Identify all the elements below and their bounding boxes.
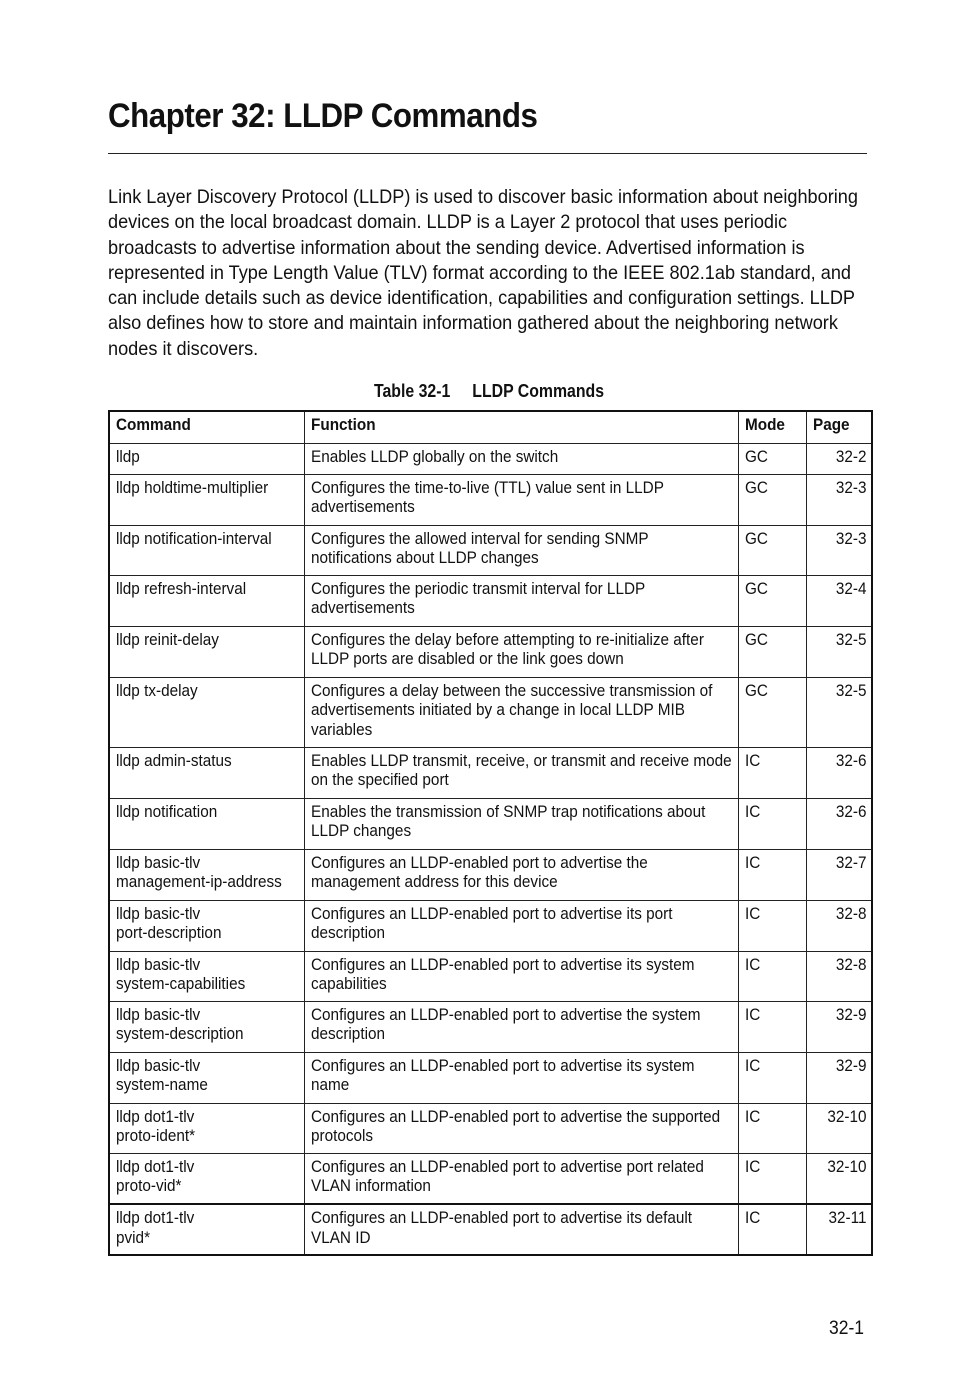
command-cell: lldp refresh-interval (109, 575, 304, 626)
header-function: Function (304, 411, 738, 443)
mode-cell: GC (738, 443, 806, 474)
function-cell: Configures an LLDP-enabled port to advertise its default VLAN ID (304, 1204, 738, 1255)
table-row (109, 951, 872, 1001)
function-cell: Configures an LLDP-enabled port to advertise port related VLAN information (304, 1153, 738, 1204)
page-cell: 32-8 (806, 951, 872, 1001)
table-row (109, 575, 872, 626)
title-divider (108, 153, 867, 154)
page-cell: 32-4 (806, 575, 872, 626)
command-cell: lldp basic-tlv system-name (109, 1052, 304, 1103)
function-cell: Configures an LLDP-enabled port to advertise the system description (304, 1001, 738, 1052)
command-cell: lldp notification-interval (109, 525, 304, 575)
page-cell: 32-3 (806, 525, 872, 575)
function-cell: Configures the allowed interval for sending SNMP notifications about LLDP changes (304, 525, 738, 575)
page-cell: 32-8 (806, 900, 872, 951)
page-cell: 32-7 (806, 849, 872, 900)
command-cell: lldp basic-tlv management-ip-address (109, 849, 304, 900)
function-cell: Enables LLDP globally on the switch (304, 443, 738, 474)
function-cell: Configures an LLDP-enabled port to advertise its system name (304, 1052, 738, 1103)
function-cell: Configures the delay before attempting to re-initialize after LLDP ports are disabled or the link goes down (304, 626, 738, 677)
page-cell: 32-9 (806, 1052, 872, 1103)
table-caption: Table 32-1 LLDP Commands (373, 381, 605, 401)
command-cell: lldp tx-delay (109, 677, 304, 747)
function-cell: Configures an LLDP-enabled port to advertise its port description (304, 900, 738, 951)
page-cell: 32-9 (806, 1001, 872, 1052)
mode-cell: GC (738, 525, 806, 575)
function-cell: Configures the periodic transmit interval for LLDP advertisements (304, 575, 738, 626)
mode-cell: IC (738, 951, 806, 1001)
function-cell: Configures a delay between the successive transmission of advertisements initiated by a change in local LLDP MIB variables (304, 677, 738, 747)
mode-cell: GC (738, 575, 806, 626)
page-cell: 32-11 (806, 1204, 872, 1255)
mode-cell: GC (738, 474, 806, 525)
page-cell: 32-6 (806, 798, 872, 849)
page-cell: 32-2 (806, 443, 872, 474)
page-number: 32-1 (829, 1318, 864, 1339)
mode-cell: IC (738, 1001, 806, 1052)
lldp-commands-table (108, 410, 873, 1256)
table-row (109, 626, 872, 677)
table-row (109, 1153, 872, 1204)
table-body (109, 443, 872, 1255)
function-cell: Enables the transmission of SNMP trap notifications about LLDP changes (304, 798, 738, 849)
page-cell: 32-6 (806, 747, 872, 798)
command-cell: lldp basic-tlv system-capabilities (109, 951, 304, 1001)
command-cell: lldp dot1-tlv pvid* (109, 1204, 304, 1255)
intro-paragraph: Link Layer Discovery Protocol (LLDP) is used to discover basic information about neighboring devices on the local broadcast domain. LLDP is a Layer 2 protocol that uses periodic broadcasts to advertise information about the sending device. Advertised information is represented in Type Length Value (TLV) format according to the IEEE 802.1ab standard, and can include details such as device identification, capabilities and configuration settings. LLDP also defines how to store and maintain information gathered about the neighboring network nodes it discovers. (108, 186, 858, 360)
table-row (109, 1001, 872, 1052)
command-cell: lldp holdtime-multiplier (109, 474, 304, 525)
table-header-row (109, 411, 872, 443)
command-cell: lldp notification (109, 798, 304, 849)
page-cell: 32-3 (806, 474, 872, 525)
mode-cell: IC (738, 1204, 806, 1255)
table-row (109, 747, 872, 798)
header-command: Command (109, 411, 304, 443)
command-cell: lldp reinit-delay (109, 626, 304, 677)
page-cell: 32-5 (806, 677, 872, 747)
command-cell: lldp basic-tlv system-description (109, 1001, 304, 1052)
command-cell: lldp admin-status (109, 747, 304, 798)
mode-cell: GC (738, 626, 806, 677)
table-row (109, 1052, 872, 1103)
function-cell: Enables LLDP transmit, receive, or transmit and receive mode on the specified port (304, 747, 738, 798)
header-mode: Mode (738, 411, 806, 443)
mode-cell: IC (738, 1052, 806, 1103)
mode-cell: GC (738, 677, 806, 747)
command-cell: lldp dot1-tlv proto-vid* (109, 1153, 304, 1204)
function-cell: Configures the time-to-live (TTL) value sent in LLDP advertisements (304, 474, 738, 525)
function-cell: Configures an LLDP-enabled port to advertise its system capabilities (304, 951, 738, 1001)
command-cell: lldp basic-tlv port-description (109, 900, 304, 951)
table-row (109, 443, 872, 474)
table-row (109, 474, 872, 525)
command-cell: lldp (109, 443, 304, 474)
table-row (109, 1103, 872, 1153)
table-row (109, 849, 872, 900)
table-row (109, 525, 872, 575)
chapter-title: Chapter 32: LLDP Commands (108, 97, 538, 135)
mode-cell: IC (738, 1103, 806, 1153)
function-cell: Configures an LLDP-enabled port to advertise the management address for this device (304, 849, 738, 900)
table-row (109, 900, 872, 951)
page-cell: 32-10 (806, 1153, 872, 1204)
function-cell: Configures an LLDP-enabled port to advertise the supported protocols (304, 1103, 738, 1153)
mode-cell: IC (738, 900, 806, 951)
mode-cell: IC (738, 747, 806, 798)
table-row (109, 798, 872, 849)
mode-cell: IC (738, 849, 806, 900)
header-page: Page (806, 411, 872, 443)
page-cell: 32-5 (806, 626, 872, 677)
page-cell: 32-10 (806, 1103, 872, 1153)
command-cell: lldp dot1-tlv proto-ident* (109, 1103, 304, 1153)
table-row (109, 677, 872, 747)
table-row (109, 1204, 872, 1255)
mode-cell: IC (738, 798, 806, 849)
mode-cell: IC (738, 1153, 806, 1204)
